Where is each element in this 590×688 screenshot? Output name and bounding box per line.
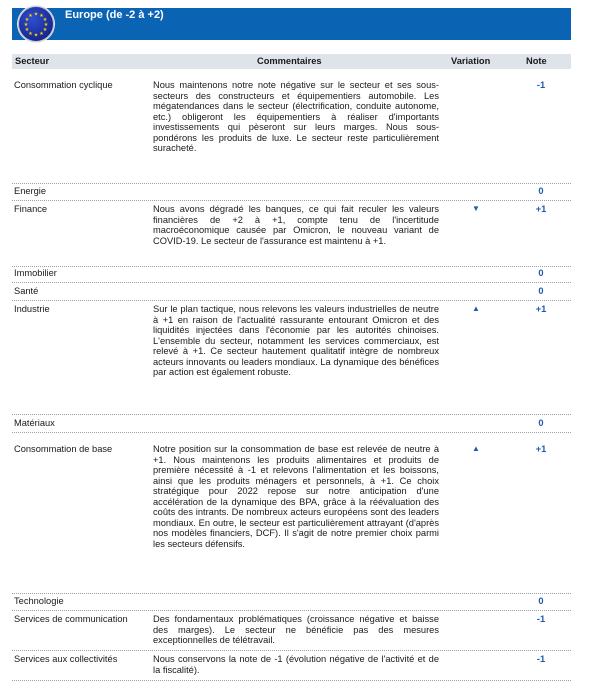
table-row [12, 444, 571, 594]
row-comment: Des fondamentaux problématiques (croissance négative et baisse des marges). Le secteur ne bénéficie pas des mesures exceptionnelles de télétravail. [153, 614, 439, 645]
row-sector: Matériaux [14, 418, 55, 428]
table-row [12, 418, 571, 433]
svg-text:★: ★ [43, 22, 49, 28]
row-comment: Notre position sur la consommation de base est relevée de neutre à +1. Nous maintenons les produits alimentaires et produits de première nécessité à -1 et relevons l'alimentation et les boissons, ainsi que les produits ménagers et personnels, à +1. Ce choix stratégique pour 2022 repose sur notre anticipation d'une accélération de la dynamique des BPA, grâce à la réévaluation des coûts des intrants. De nombreux acteurs européens sont des leaders mondiaux. En outre, le secteur est particulièrement attrayant (d'après nos modèles financiers, DCF). Il s'agit de notre premier choix parmi les secteurs défensifs. [153, 444, 439, 549]
row-note: +1 [535, 304, 547, 314]
row-comment: Nous maintenons notre note négative sur le secteur et ses sous-secteurs des constructeurs et équipementiers automobile. Les mégatendances dans le secteur (électrification, conduite autonome, etc.) obligeront les équipementiers à réaliser d'importants investissements qui pèseront sur leurs marges. Nous sous-pondérons les produits de luxe. Le secteur reste particulièrement suracheté. [153, 80, 439, 153]
row-sector: Technologie [14, 596, 64, 606]
row-note: 0 [538, 286, 544, 296]
table-row [12, 80, 571, 184]
svg-text:★: ★ [24, 27, 30, 33]
eu-flag-icon [18, 6, 54, 42]
svg-text:★: ★ [28, 13, 33, 19]
svg-text:★: ★ [24, 17, 30, 23]
row-sector: Energie [14, 186, 47, 196]
row-note: 0 [538, 186, 544, 196]
row-note: +1 [535, 204, 547, 214]
down-arrow-icon: ▼ [472, 204, 480, 213]
svg-text:★: ★ [33, 32, 39, 39]
svg-text:★: ★ [39, 31, 44, 37]
row-note: -1 [536, 614, 546, 624]
page-title: Europe (de -2 à +2) [65, 9, 164, 21]
svg-text:★: ★ [39, 13, 44, 19]
row-comment: Nous avons dégradé les banques, ce qui fait reculer les valeurs financières de +2 à +1, compte tenu de l'incertitude macroéconomique causée par Omicron, le nouveau variant de COVID-19. Le secteur de l'assurance est maintenu à +1. [153, 204, 439, 246]
row-note: -1 [536, 80, 546, 90]
table-row [12, 268, 571, 283]
header-variation: Variation [451, 56, 491, 66]
row-note: +1 [535, 444, 547, 454]
row-sector: Consommation de base [14, 444, 113, 454]
row-comment: Sur le plan tactique, nous relevons les valeurs industrielles de neutre à +1 en raison de l'actualité rassurante entourant Omicron et des liquidités injectées dans l'économie par les autorités chinoises. L'ensemble du secteur, notamment les services commerciaux, est relevé à +1. Ce secteur hautement qualitatif intègre de nombreux acteurs innovants ou leaders mondiaux. La dynamique des bénéfices par action est également robuste. [153, 304, 439, 377]
row-sector: Services aux collectivités [14, 654, 118, 664]
row-sector: Immobilier [14, 268, 57, 278]
table-row [12, 286, 571, 301]
table-row [12, 614, 571, 651]
table-row [12, 304, 571, 415]
table-row [12, 186, 571, 201]
up-arrow-icon: ▲ [472, 304, 480, 313]
row-sector: Finance [14, 204, 48, 214]
up-arrow-icon: ▲ [472, 444, 480, 453]
table-row [12, 204, 571, 267]
row-sector: Industrie [14, 304, 50, 314]
table-row [12, 654, 571, 681]
row-sector: Santé [14, 286, 39, 296]
row-note: 0 [538, 596, 544, 606]
svg-text:★: ★ [42, 17, 48, 23]
table-header [12, 54, 571, 69]
svg-text:★: ★ [42, 27, 48, 33]
row-note: 0 [538, 268, 544, 278]
header-secteur: Secteur [15, 56, 50, 66]
header-note: Note [526, 56, 547, 66]
row-comment: Nous conservons la note de -1 (évolution négative de l'activité et de la fiscalité). [153, 654, 439, 675]
row-note: 0 [538, 418, 544, 428]
row-sector: Services de communication [14, 614, 128, 624]
row-note: -1 [536, 654, 546, 664]
svg-text:★: ★ [33, 11, 39, 18]
svg-text:★: ★ [23, 22, 29, 28]
svg-text:★: ★ [28, 31, 33, 37]
row-sector: Consommation cyclique [14, 80, 113, 90]
table-row [12, 596, 571, 611]
header-commentaires: Commentaires [257, 56, 322, 66]
